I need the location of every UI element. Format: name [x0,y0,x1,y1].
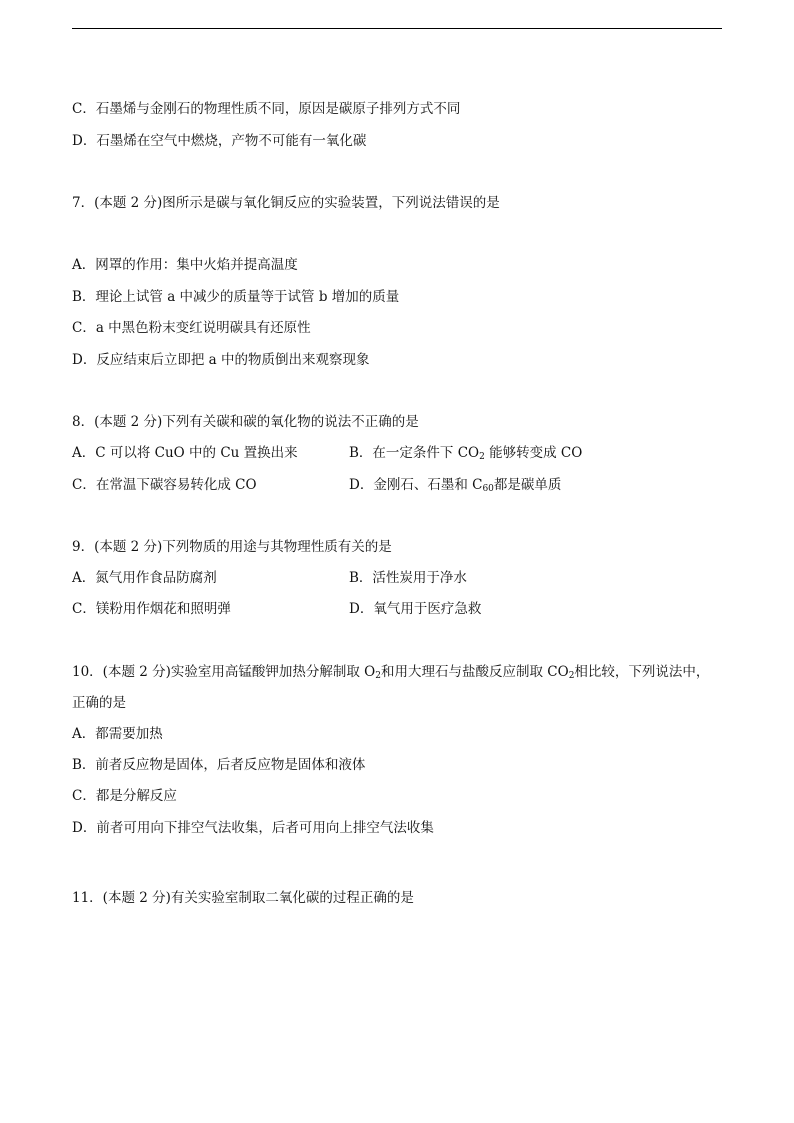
q8-option-a: A．C 可以将 CuO 中的 Cu 置换出来 [72,445,298,461]
q7-option-d: D．反应结束后立即把 a 中的物质倒出来观察现象 [72,352,370,368]
q9-option-a: A．氮气用作食品防腐剂 [72,570,217,586]
q10-option-d: D．前者可用向下排空气法收集，后者可用向上排空气法收集 [72,820,434,836]
q9-option-b: B．活性炭用于净水 [349,570,467,586]
q9-option-c: C．镁粉用作烟花和照明弹 [72,601,231,617]
q7-option-a: A．网罩的作用：集中火焰并提高温度 [72,257,298,273]
q7-option-b: B．理论上试管 a 中减少的质量等于试管 b 增加的质量 [72,289,400,305]
q11-stem: 11．(本题 2 分)有关实验室制取二氧化碳的过程正确的是 [72,890,414,906]
q10-option-b: B．前者反应物是固体，后者反应物是固体和液体 [72,757,366,773]
q10-option-c: C．都是分解反应 [72,788,177,804]
q8-option-b: B．在一定条件下 $CO_2$ 能够转变成 CO [349,445,583,462]
q7-option-c: C．a 中黑色粉末变红说明碳具有还原性 [72,320,311,336]
q10-stem: 10．(本题 2 分)实验室用高锰酸钾加热分解制取 $O_2$和用大理石与盐酸反应制取 $CO_2$相比较，下列说法中， [72,664,710,681]
q8-option-c: C．在常温下碳容易转化成 CO [72,477,257,493]
q7-stem: 7．(本题 2 分)图所示是碳与氧化铜反应的实验装置，下列说法错误的是 [72,195,500,211]
q6-option-c: C．石墨烯与金刚石的物理性质不同，原因是碳原子排列方式不同 [72,101,461,117]
q8-stem: 8．(本题 2 分)下列有关碳和碳的氧化物的说法不正确的是 [72,414,419,430]
q6-option-d: D．石墨烯在空气中燃烧，产物不可能有一氧化碳 [72,133,367,149]
q10-option-a: A．都需要加热 [72,726,163,742]
q9-option-d: D．氧气用于医疗急救 [349,601,482,617]
q10-stem-line2: 正确的是 [72,695,126,711]
header-rule [72,28,722,29]
q8-option-d: D．金刚石、石墨和 $C_{60}$都是碳单质 [349,477,562,494]
q9-stem: 9．(本题 2 分)下列物质的用途与其物理性质有关的是 [72,539,392,555]
